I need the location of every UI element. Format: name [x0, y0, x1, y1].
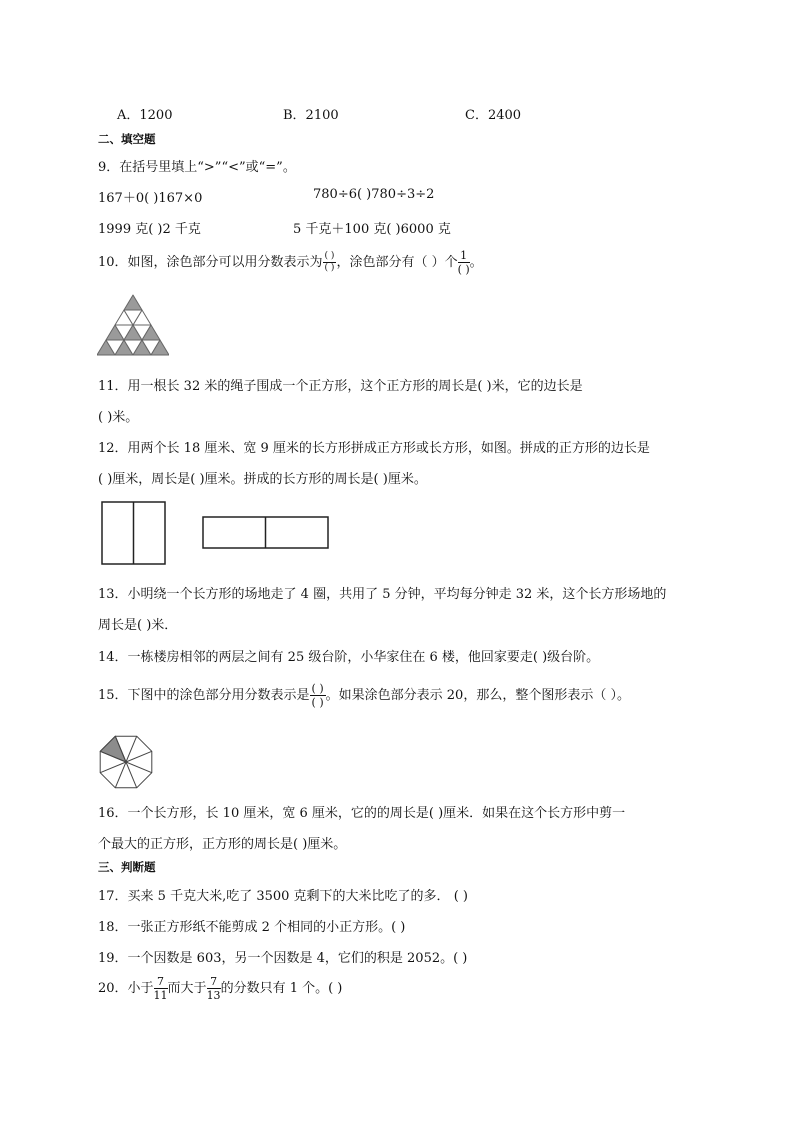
q20-fraction-2	[207, 976, 221, 1001]
q10-frac-numerator: ( )	[324, 251, 335, 261]
option-a: A．1200	[117, 108, 173, 123]
q14-line: 14．一栋楼房相邻的两层之间有 25 级台阶，小华家住在 6 楼，他回家要走( )级台阶。	[98, 650, 600, 665]
q16-line1: 16．一个长方形，长 10 厘米，宽 6 厘米，它的的周长是( )厘米．如果在这个长方形中剪一	[98, 806, 626, 821]
q16-line2: 个最大的正方形，正方形的周长是( )厘米。	[98, 837, 347, 852]
q20-text-mid: 而大于	[167, 981, 207, 996]
q10-text-pre: 10．如图，涂色部分可以用分数表示为	[98, 255, 323, 270]
q20-frac2-numerator: 7	[207, 976, 221, 989]
option-c: C．2400	[465, 108, 522, 123]
shaded-sector	[100, 736, 126, 762]
q10-text-end: 。	[469, 255, 483, 270]
q17-line: 17．买来 5 千克大米,吃了 3500 克剩下的大米比吃了的多． ( )	[98, 889, 468, 904]
q9-stem: 9．在括号里填上“>”“<”或“=”。	[98, 160, 296, 175]
q15-octagon-figure	[97, 733, 155, 791]
q12-rectangle-figure	[202, 516, 330, 550]
q12-square-figure	[101, 501, 169, 567]
q15-frac-denominator: ( )	[311, 696, 324, 709]
q10-text-mid: ，涂色部分有（ ）个	[336, 255, 458, 270]
q20-frac2-denominator: 13	[206, 989, 221, 1002]
q11-line2: ( )米。	[98, 410, 139, 425]
q18-line: 18．一张正方形纸不能剪成 2 个相同的小正方形。( )	[98, 920, 406, 935]
q9-row1-a: 167＋0( )167×0	[98, 191, 203, 206]
option-b: B．2100	[283, 108, 339, 123]
q19-line: 19．一个因数是 603，另一个因数是 4，它们的积是 2052。( )	[98, 951, 468, 966]
q10-unit-fraction	[458, 250, 470, 275]
q15-blank-fraction	[310, 683, 326, 708]
q13-line1: 13．小明绕一个长方形的场地走了 4 圈，共用了 5 分钟，平均每分钟走 32 米，这个长方形场地的	[98, 587, 667, 602]
q20-fraction-1	[154, 976, 168, 1001]
section-judgement-title: 三、判断题	[98, 860, 156, 874]
q15-line	[98, 683, 630, 708]
q10-line	[98, 250, 483, 275]
q10-blank-fraction	[323, 252, 337, 273]
section-fill-in-title: 二、填空题	[98, 132, 156, 146]
q20-frac1-numerator: 7	[154, 976, 168, 989]
q15-text-post: 。如果涂色部分表示 20，那么，整个图形表示（ ）。	[325, 688, 630, 703]
q11-line1: 11．用一根长 32 米的绳子围成一个正方形，这个正方形的周长是( )米，它的边长是	[98, 379, 583, 394]
q15-frac-numerator: ( )	[311, 682, 324, 695]
q10-unit-numerator: 1	[458, 250, 470, 263]
shaded-triangle	[124, 295, 142, 310]
q9-row1-b: 780÷6( )780÷3÷2	[313, 187, 435, 202]
q20-frac1-denominator: 11	[153, 989, 168, 1002]
q10-unit-denominator: ( )	[457, 263, 470, 276]
q12-line1: 12．用两个长 18 厘米、宽 9 厘米的长方形拼成正方形或长方形，如图。拼成的正方形的边长是	[98, 441, 650, 456]
q9-row2-a: 1999 克( )2 千克	[98, 222, 201, 237]
q13-line2: 周长是( )米．	[98, 618, 178, 633]
q15-text-pre: 15．下图中的涂色部分用分数表示是	[98, 688, 310, 703]
q10-triangle-figure	[97, 293, 169, 357]
q9-row2-b: 5 千克＋100 克( )6000 克	[293, 222, 451, 237]
q12-line2: ( )厘米，周长是( )厘米。拼成的长方形的周长是( )厘米。	[98, 472, 427, 487]
q20-line	[98, 976, 342, 1001]
q20-text-post: 的分数只有 1 个。( )	[220, 981, 343, 996]
q10-frac-denominator: ( )	[324, 263, 335, 273]
q20-text-pre: 20．小于	[98, 981, 154, 996]
